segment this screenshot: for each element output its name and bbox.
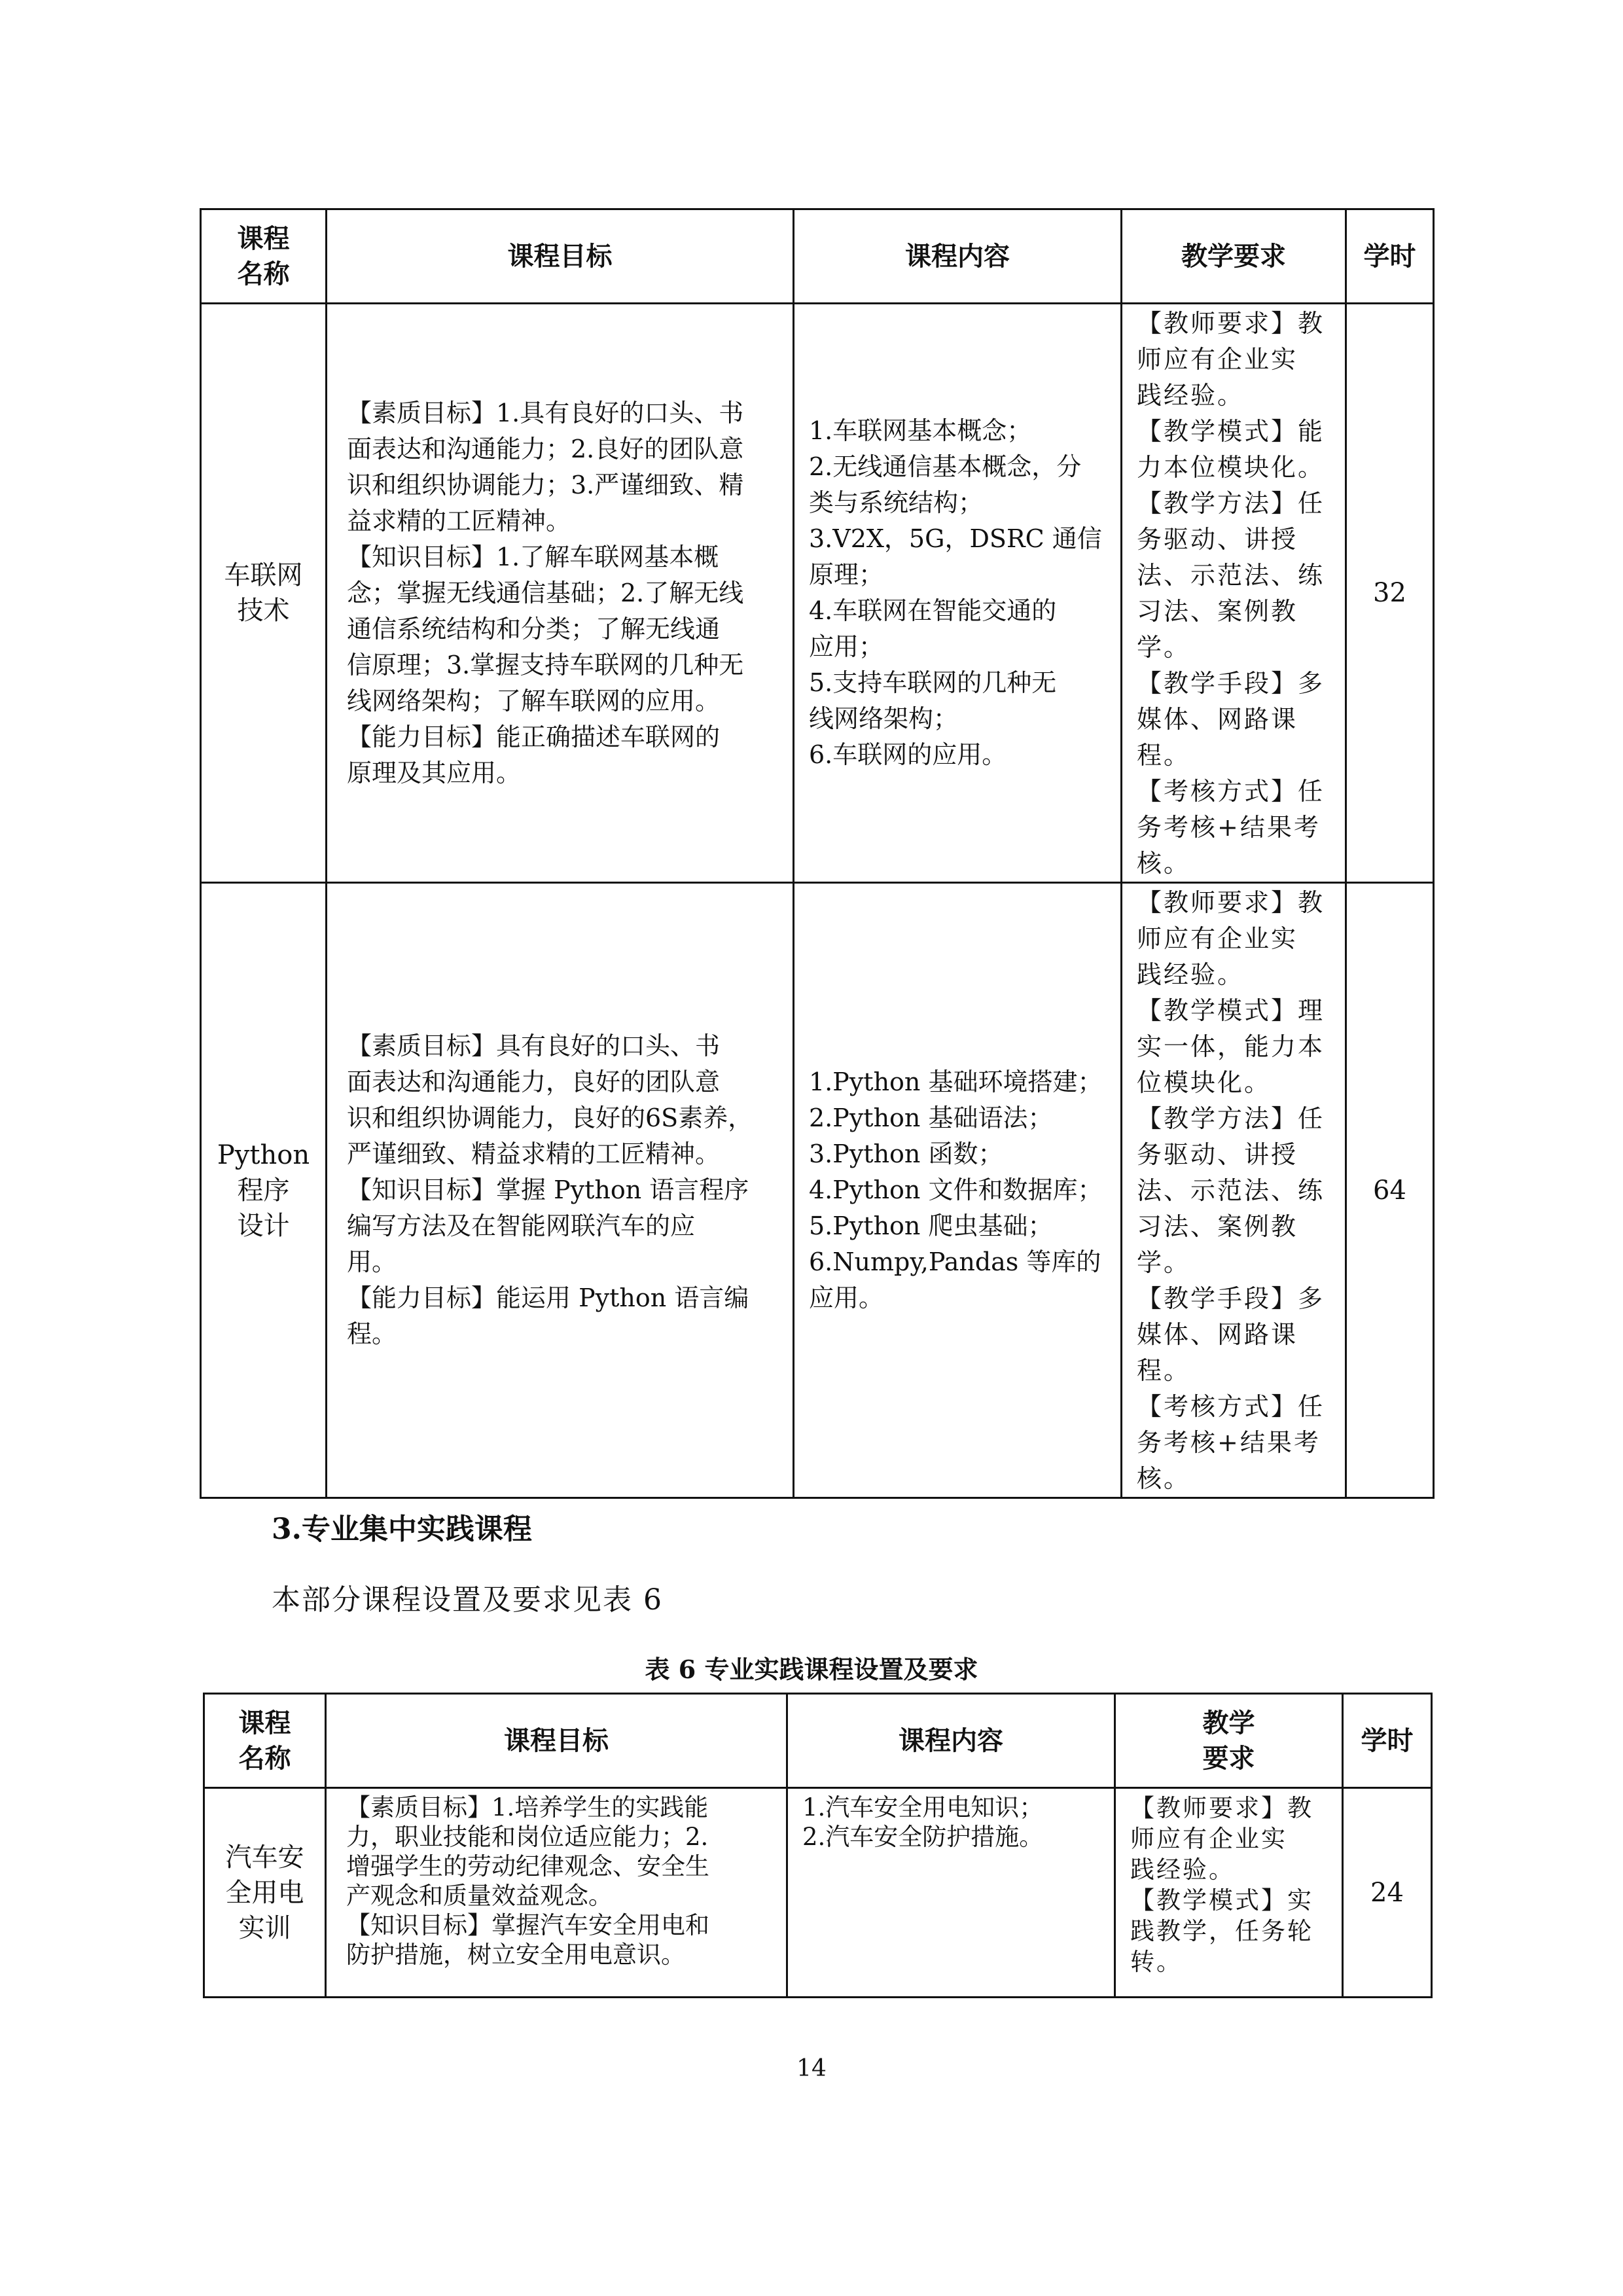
course-name-cell: Python 程序 设计 (201, 883, 327, 1498)
course-content-cell: 1.Python 基础环境搭建； 2.Python 基础语法； 3.Python 函数； 4.Python 文件和数据库； 5.Python 爬虫基础； 6.Numpy,Pandas 等库的 应用。 (794, 883, 1122, 1498)
header-hours: 学时 (1343, 1694, 1432, 1788)
course-name-cell: 车联网 技术 (201, 304, 327, 883)
teaching-requirements-cell: 【教师要求】教 师应有企业实 践经验。 【教学模式】能 力本位模块化。 【教学方法】任 务驱动、讲授 法、示范法、练 习法、案例教 学。 【教学手段】多 媒体、网路课 程。 【考核方式】任 务考核+结果考 核。 (1122, 304, 1346, 883)
hours-cell: 24 (1343, 1788, 1432, 1998)
header-course-goal: 课程目标 (327, 209, 794, 304)
hours-cell: 64 (1346, 883, 1434, 1498)
header-course-content: 课程内容 (787, 1694, 1115, 1788)
table-header-row (204, 1694, 1432, 1788)
course-name-cell: 汽车安 全用电 实训 (204, 1788, 326, 1998)
header-teaching-requirements: 教学要求 (1122, 209, 1346, 304)
course-table-continued (200, 208, 1435, 1499)
hours-cell: 32 (1346, 304, 1434, 883)
table-row (201, 883, 1434, 1498)
practice-course-table (203, 1693, 1433, 1998)
page-number: 14 (796, 2055, 827, 2082)
course-goal-cell: 【素质目标】具有良好的口头、书 面表达和沟通能力，良好的团队意 识和组织协调能力，良好的6S素养， 严谨细致、精益求精的工匠精神。 【知识目标】掌握 Python 语言程序 编写方法及在智能网联汽车的应 用。 【能力目标】能运用 Python 语言编 程。 (327, 883, 794, 1498)
table-row (201, 304, 1434, 883)
header-teaching-requirements: 教学 要求 (1115, 1694, 1343, 1788)
teaching-requirements-cell: 【教师要求】教 师应有企业实 践经验。 【教学模式】理 实一体，能力本 位模块化。 【教学方法】任 务驱动、讲授 法、示范法、练 习法、案例教 学。 【教学手段】多 媒体、网路课 程。 【考核方式】任 务考核+结果考 核。 (1122, 883, 1346, 1498)
section-paragraph: 本部分课程设置及要求见表 6 (272, 1583, 663, 1617)
header-course-name: 课程 名称 (201, 209, 327, 304)
header-hours: 学时 (1346, 209, 1434, 304)
table-row (204, 1788, 1432, 1998)
teaching-requirements-cell: 【教师要求】教 师应有企业实 践经验。 【教学模式】实 践教学，任务轮 转。 (1115, 1788, 1343, 1998)
header-course-content: 课程内容 (794, 209, 1122, 304)
header-course-goal: 课程目标 (326, 1694, 787, 1788)
table-header-row (201, 209, 1434, 304)
course-content-cell: 1.车联网基本概念； 2.无线通信基本概念，分 类与系统结构； 3.V2X，5G，DSRC 通信 原理； 4.车联网在智能交通的 应用； 5.支持车联网的几种无 线网络架构； 6.车联网的应用。 (794, 304, 1122, 883)
table-caption: 表 6 专业实践课程设置及要求 (645, 1655, 978, 1684)
course-goal-cell: 【素质目标】1.具有良好的口头、书 面表达和沟通能力；2.良好的团队意 识和组织协调能力；3.严谨细致、精 益求精的工匠精神。 【知识目标】1.了解车联网基本概 念；掌握无线通信基础；2.了解无线 通信系统结构和分类；了解无线通 信原理；3.掌握支持车联网的几种无 线网络架构；了解车联网的应用。 【能力目标】能正确描述车联网的 原理及其应用。 (327, 304, 794, 883)
course-content-cell: 1.汽车安全用电知识； 2.汽车安全防护措施。 (787, 1788, 1115, 1998)
header-course-name: 课程 名称 (204, 1694, 326, 1788)
course-goal-cell: 【素质目标】1.培养学生的实践能 力，职业技能和岗位适应能力；2. 增强学生的劳动纪律观念、安全生 产观念和质量效益观念。 【知识目标】掌握汽车安全用电和 防护措施，树立安全用电意识。 (326, 1788, 787, 1998)
section-heading: 3.专业集中实践课程 (272, 1513, 532, 1546)
